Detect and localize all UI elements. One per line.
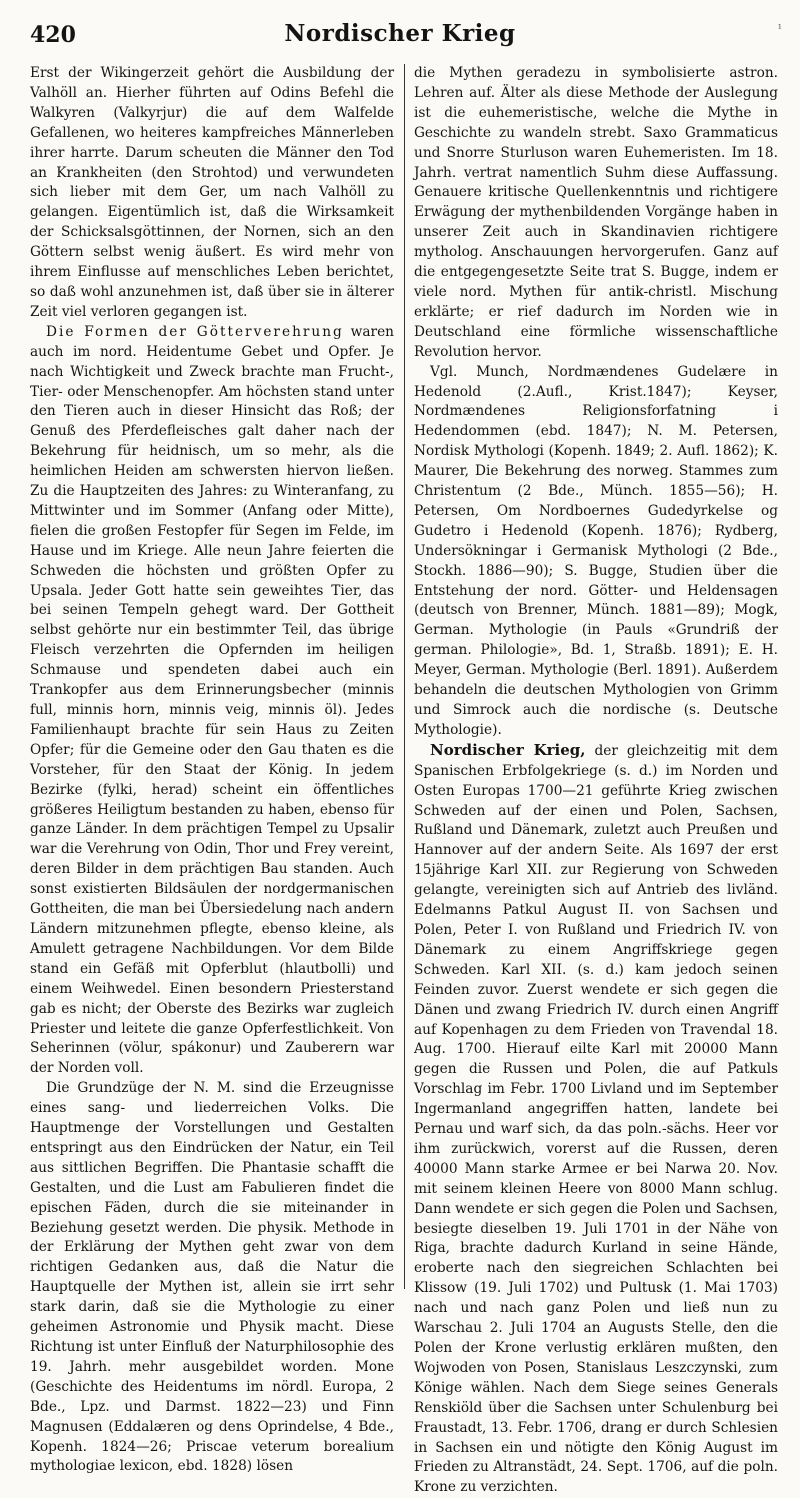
left-column [30, 64, 394, 1475]
paragraph-worship-text: waren auch im nord. Heidentume Gebet und Opfer. Je nach Wichtigkeit und Zweck brachte man Frucht-, Tier- oder Menschenopfer. Am höchsten stand unter den Tieren auch in dieser Hinsicht das Roß; der Genuß des Pferdefleisches galt daher nach der Bekehrung für heidnisch, um so mehr, als die heimlichen Heiden am schwersten hiervon ließen. Zu die Hauptzeiten des Jahres: zu Winteranfang, zu Mittwinter und im Sommer (Anfang oder Mitte), fielen die großen Festopfer für Segen im Felde, im Hause und im Kriege. Alle neun Jahre feierten die Schweden die höchsten und größten Opfer zu Upsala. Jeder Gott hatte sein geweihtes Tier, das bei seinen Tempeln gehegt ward. Der Gottheit selbst gehörte nur ein bestimmter Teil, das übrige Fleisch verzehrten die Opfernden im heiligen Schmause und spendeten dabei auch ein Trankopfer aus dem Erinnerungsbecher (minnis full, minnis horn, minnis veig, minnis öl). Jedes Familienhaupt brachte für sein Haus zu Zeiten Opfer; für die Gemeine oder den Gau thaten es die Vorsteher, für den Staat der König. In jedem Bezirke (fylki, herad) scheint ein öffentliches größeres Heiligtum bestanden zu haben, ebenso für ganze Länder. In dem prächtigen Tempel zu Upsalir war die Verehrung von Odin, Thor und Frey vereint, deren Bilder in dem prächtigen Bau standen. Auch sonst existierten Bildsäulen der nordgermanischen Gottheiten, die man bei Übersiedelung nach andern Ländern mitzunehmen pflegte, ebenso kleine, als Amulett getragene Nachbildungen. Vor dem Bilde stand ein Gefäß mit Opferblut (hlautbolli) und einem Weihwedel. Einen besondern Priesterstand gab es nicht; der Oberste des Bezirks war zugleich Priester und leitete die ganze Opferfestlichkeit. Von Seherinnen (völur, spákonur) und Zauberern war der Norden voll. [30, 323, 394, 1077]
page-header [0, 0, 800, 60]
paragraph-principles: Die Grundzüge der N. M. sind die Erzeugnisse eines sang- und liederreichen Volks. Die Hauptmenge der Vorstellungen und Gestalten entspringt aus den Eindrücken der Natur, ein Teil aus sittlichen Begriffen. Die Phantasie schafft die Gestalten, und die Lust am Fabulieren findet die epischen Fäden, durch die sie miteinander in Beziehung gesetzt werden. Die physik. Methode in der Erklärung der Mythen geht zwar von dem richtigen Gedanken aus, daß die Natur die Hauptquelle der Mythen ist, allein sie irrt sehr stark darin, daß sie die Mythologie zu einer geheimen Astronomie und Physik macht. Diese Richtung ist unter Einfluß der Naturphilosophie des 19. Jahrh. mehr ausgebildet worden. Mone (Geschichte des Heidentums im nördl. Europa, 2 Bde., Lpz. und Darmst. 1822—23) und Finn Magnusen (Eddalæren og dens Oprindelse, 4 Bde., Kopenh. 1824—26; Priscae veterum borealium mythologiae lexicon, ebd. 1828) lösen [30, 1080, 394, 1475]
entry-text: der gleichzeitig mit dem Spanischen Erbfolgekriege (s. d.) im Norden und Osten Europas 1700—21 geführte Krieg zwischen Schweden auf der einen und Polen, Sachsen, Rußland und Dänemark, zuletzt auch Preußen und Hannover auf der andern Seite. Als 1697 der erst 15jährige Karl XII. zur Regierung von Schweden gelangte, vereinigten sich auf Antrieb des livländ. Edelmanns Patkul August II. von Sachsen und Polen, Peter I. von Rußland und Friedrich IV. von Dänemark zu einem Angriffskriege gegen Schweden. Karl XII. (s. d.) kam jedoch seinen Feinden zuvor. Zuerst wendete er sich gegen die Dänen und zwang Friedrich IV. durch einen Angriff auf Kopenhagen zu dem Frieden von Travendal 18. Aug. 1700. Hierauf eilte Karl mit 20000 Mann gegen die Russen und Polen, die auf Patkuls Vorschlag im Febr. 1700 Livland und im September Ingermanland angegriffen hatten, landete bei Pernau und warf sich, da das poln.-sächs. Heer vor ihm zurückwich, vorerst auf die Russen, deren 40000 Mann starke Armee er bei Narwa 20. Nov. mit seinem kleinen Heere von 8000 Mann schlug. Dann wendete er sich gegen die Polen und Sachsen, besiegte dieselben 19. Juli 1701 in der Nähe von Riga, brachte dadurch Kurland in seine Hände, eroberte nach den siegreichen Schlachten bei Klissow (19. Juli 1702) und Pultusk (1. Mai 1703) nach und nach ganz Polen und ließ nun zu Warschau 2. Juli 1704 an Augusts Stelle, den die Polen der Krone verlustig erklären mußten, den Wojwoden von Posen, Stanislaus Leszczynski, zum Könige wählen. Nach dem Siege seines Generals Renskiöld über die Sachsen unter Schulenburg bei Fraustadt, 13. Febr. 1706, drang er durch Schlesien in Sachsen ein und nötigte den König August im Frieden zu Altranstädt, 24. Sept. 1706, auf die poln. Krone zu verzichten. [414, 742, 778, 1496]
section-lead-worship: Die Formen der Götterverehrung [46, 323, 344, 340]
paragraph-valhoell: Erst der Wikingerzeit gehört die Ausbildung der Valhöll an. Hierher führten auf Odins Befehl die Walkyren (Valkyrjur) die auf dem Walfelde Gefallenen, wo heiteres kampfreiches Männerleben ihrer harrte. Darum scheuten die Männer den Tod an Krankheiten (den Strohtod) und verwundeten sich lieber mit dem Ger, um nach Valhöll zu gelangen. Eigentümlich ist, daß die Wirksamkeit der Schicksalsgöttinnen, der Nornen, sich an den Göttern selbst wenig äußert. Es wird mehr von ihrem Einflusse auf menschliches Leben berichtet, so daß wohl anzunehmen ist, daß über sie in älterer Zeit viel verloren gegangen ist. [30, 65, 394, 320]
paragraph-interpretation: die Mythen geradezu in symbolisierte astron. Lehren auf. Älter als diese Methode der Auslegung ist die euhemeristische, welche die Mythe in Geschichte zu wandeln strebt. Saxo Grammaticus und Snorre Sturluson waren Euhemeristen. Im 18. Jahrh. vertrat namentlich Suhm diese Auffassung. Genauere kritische Quellenkenntnis und richtigere Erwägung der mythenbildenden Vorgänge haben in unserer Zeit auch in Skandinavien richtigere mytholog. Anschauungen hervorgerufen. Ganz auf die entgegengesetzte Seite trat S. Bugge, indem er viele nord. Mythen für antik-christl. Mischung erklärte; er rief dadurch im Norden wie in Deutschland eine förmliche wissenschaftliche Revolution hervor. [414, 65, 778, 360]
page-number: 420 [30, 22, 76, 48]
right-column [414, 64, 778, 1496]
column-divider [404, 64, 405, 1289]
paragraph-worship [30, 323, 394, 1079]
corner-mark: ¹ [777, 22, 782, 35]
entry-nordischer-krieg [414, 741, 778, 1498]
paragraph-references: Vgl. Munch, Nordmændenes Gudelære in Hedenold (2.Aufl., Krist.1847); Keyser, Nordmændenes Religionsforfatning i Hedendommen (ebd. 1847); N. M. Petersen, Nordisk Mythologi (Kopenh. 1849; 2. Aufl. 1862); K. Maurer, Die Bekehrung des norweg. Stammes zum Christentum (2 Bde., Münch. 1855—56); H. Petersen, Om Nordboernes Gudedyrkelse og Gudetro i Hedenold (Kopenh. 1876); Rydberg, Undersökningar i Germanisk Mythologi (2 Bde., Stockh. 1886—90); S. Bugge, Studien über die Entstehung der nord. Götter- und Heldensagen (deutsch von Brenner, Münch. 1881—89); Mogk, German. Mythologie (in Pauls «Grundriß der german. Philologie», Bd. 1, Straßb. 1891); E. H. Meyer, German. Mythologie (Berl. 1891). Außerdem behandeln die deutschen Mythologien von Grimm und Simrock auch die nordische (s. Deutsche Mythologie). [414, 363, 778, 738]
running-title: Nordischer Krieg [284, 20, 516, 47]
entry-headword: Nordischer Krieg, [430, 740, 586, 759]
